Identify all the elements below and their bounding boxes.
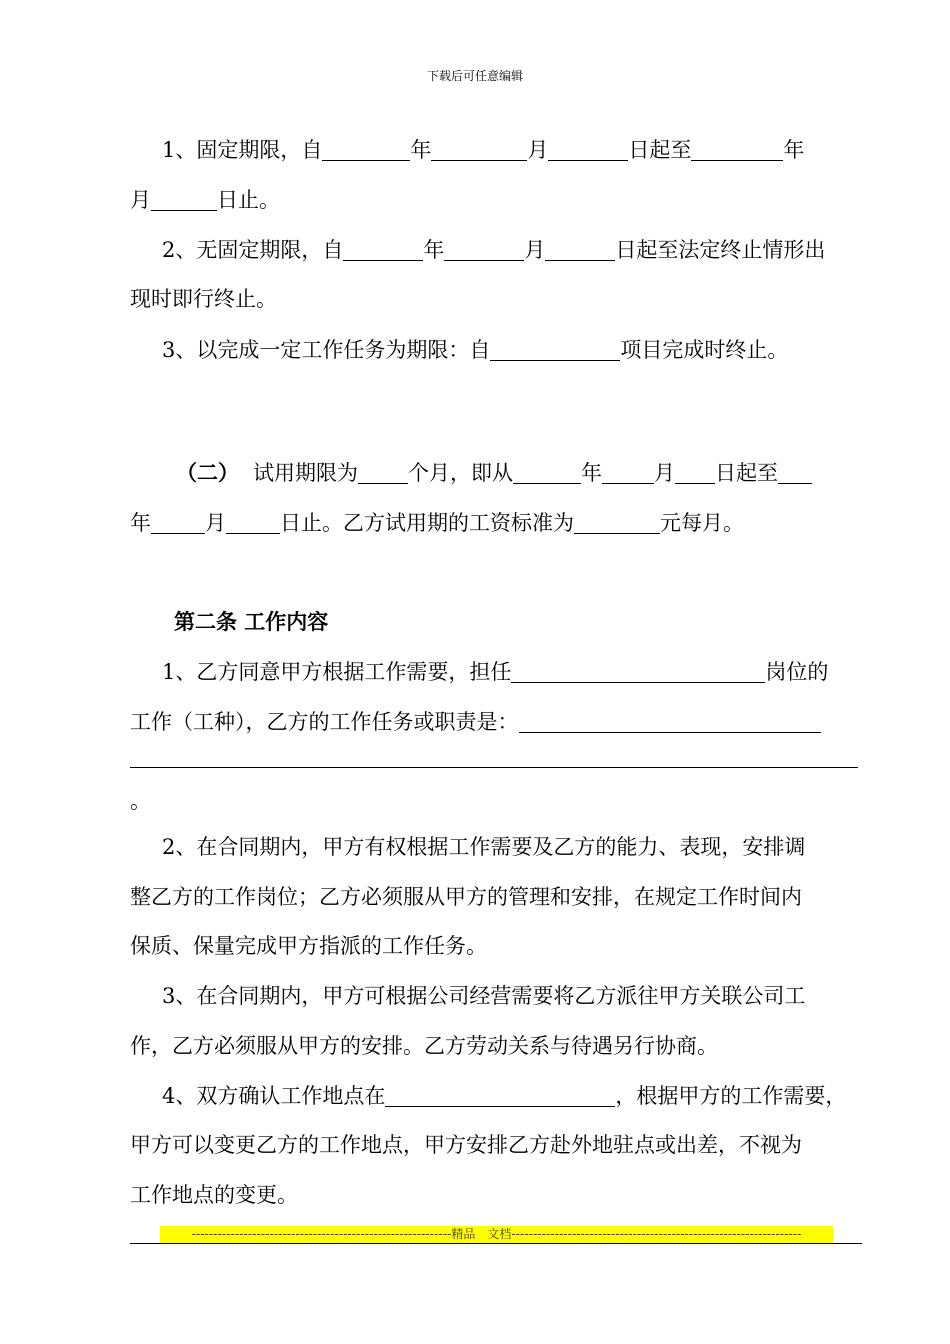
term-item-2-cont: 现时即行终止。 [130,287,277,311]
label-month: 月 [527,138,549,162]
content-item-1-duties-label: 工作（工种），乙方的工作任务或职责是： [130,710,519,734]
probation-line-2 [130,508,862,538]
label-month-end: 月 [205,511,226,535]
content-item-4-line-2: 甲方可以变更乙方的工作地点，甲方安排乙方赴外地驻点或出差，不视为 [130,1133,802,1157]
content-item-4-tail: ，根据甲方的工作需要， [615,1084,847,1108]
term-item-2 [130,235,894,265]
blank-duties-line-2 [130,745,858,768]
label-year-end: 年 [130,511,151,535]
blank-month [602,461,654,484]
label-month: 月 [654,461,675,485]
blank-month [431,138,527,161]
blank-salary [574,511,660,534]
blank-day [675,461,715,484]
content-item-1 [130,657,894,687]
term-item-1-cont [130,185,862,215]
term-item-2-lead: 2、无固定期限，自 [162,238,344,262]
page-header: 下载后可任意编辑 [426,69,523,83]
blank-project [490,338,620,361]
label-month: 月 [524,238,546,262]
probation-salary-unit: 元每月。 [660,511,744,535]
label-year: 年 [410,138,432,162]
label-day-from: 日起至 [715,461,778,485]
term-item-1 [130,135,894,165]
blank-year [322,138,410,161]
content-item-3-line-1: 3、在合同期内，甲方可根据公司经营需要将乙方派往甲方关联公司工 [162,984,806,1008]
blank-month-end [151,511,205,534]
content-item-4-line-1 [130,1081,894,1111]
content-item-1-tail: 岗位的 [765,660,829,684]
blank-year-end [691,138,783,161]
content-item-2-line-3: 保质、保量完成甲方指派的工作任务。 [130,934,487,958]
content-item-3-line-2: 作，乙方必须服从甲方的安排。乙方劳动关系与待遇另行协商。 [130,1034,718,1058]
blank-month [444,238,524,261]
probation-line-1 [130,458,908,488]
label-month-end: 月 [130,188,151,212]
probation-label: （二） [176,461,239,485]
blank-year [513,461,581,484]
term-item-2-tail: 日起至法定终止情形出 [615,238,826,262]
blank-day [545,238,615,261]
content-item-2-line-2: 整乙方的工作岗位；乙方必须服从甲方的管理和安排，在规定工作时间内 [130,885,802,909]
content-item-4-line-3: 工作地点的变更。 [130,1183,298,1207]
probation-salary-text: 日止。乙方试用期的工资标准为 [280,511,574,535]
probation-text-2: 个月，即从 [408,461,513,485]
blank-location [385,1084,615,1107]
content-item-1-end: 。 [130,789,151,813]
label-day-from: 日起至 [628,138,692,162]
blank-month-end [151,188,217,211]
term-item-1-lead: 1、固定期限，自 [162,138,323,162]
blank-months [358,461,408,484]
blank-day-end [226,511,280,534]
blank-year [343,238,423,261]
blank-duties [519,710,821,733]
blank-position [511,660,765,683]
term-item-3-lead: 3、以完成一定工作任务为期限：自 [162,338,491,362]
article-2-title: 第二条 工作内容 [174,610,329,634]
content-item-1-lead: 1、乙方同意甲方根据工作需要，担任 [162,660,512,684]
content-item-4-lead: 4、双方确认工作地点在 [162,1084,386,1108]
content-item-1-cont [130,707,862,737]
label-year-end: 年 [783,138,805,162]
term-item-3-tail: 项目完成时终止。 [620,338,789,362]
content-item-2-line-1: 2、在合同期内，甲方有权根据工作需要及乙方的能力、表现，安排调 [162,835,806,859]
label-year: 年 [581,461,602,485]
probation-text-1: 试用期限为 [253,461,358,485]
page-footer-rule [130,1243,862,1244]
blank-year-end [778,461,812,484]
blank-day [548,138,628,161]
page-footer-band: ------------------------------------------------------------精品 文档------------------------------------------------------------------- [160,1226,833,1243]
label-year: 年 [423,238,445,262]
term-item-3 [130,335,894,365]
label-day-end: 日止。 [217,188,280,212]
